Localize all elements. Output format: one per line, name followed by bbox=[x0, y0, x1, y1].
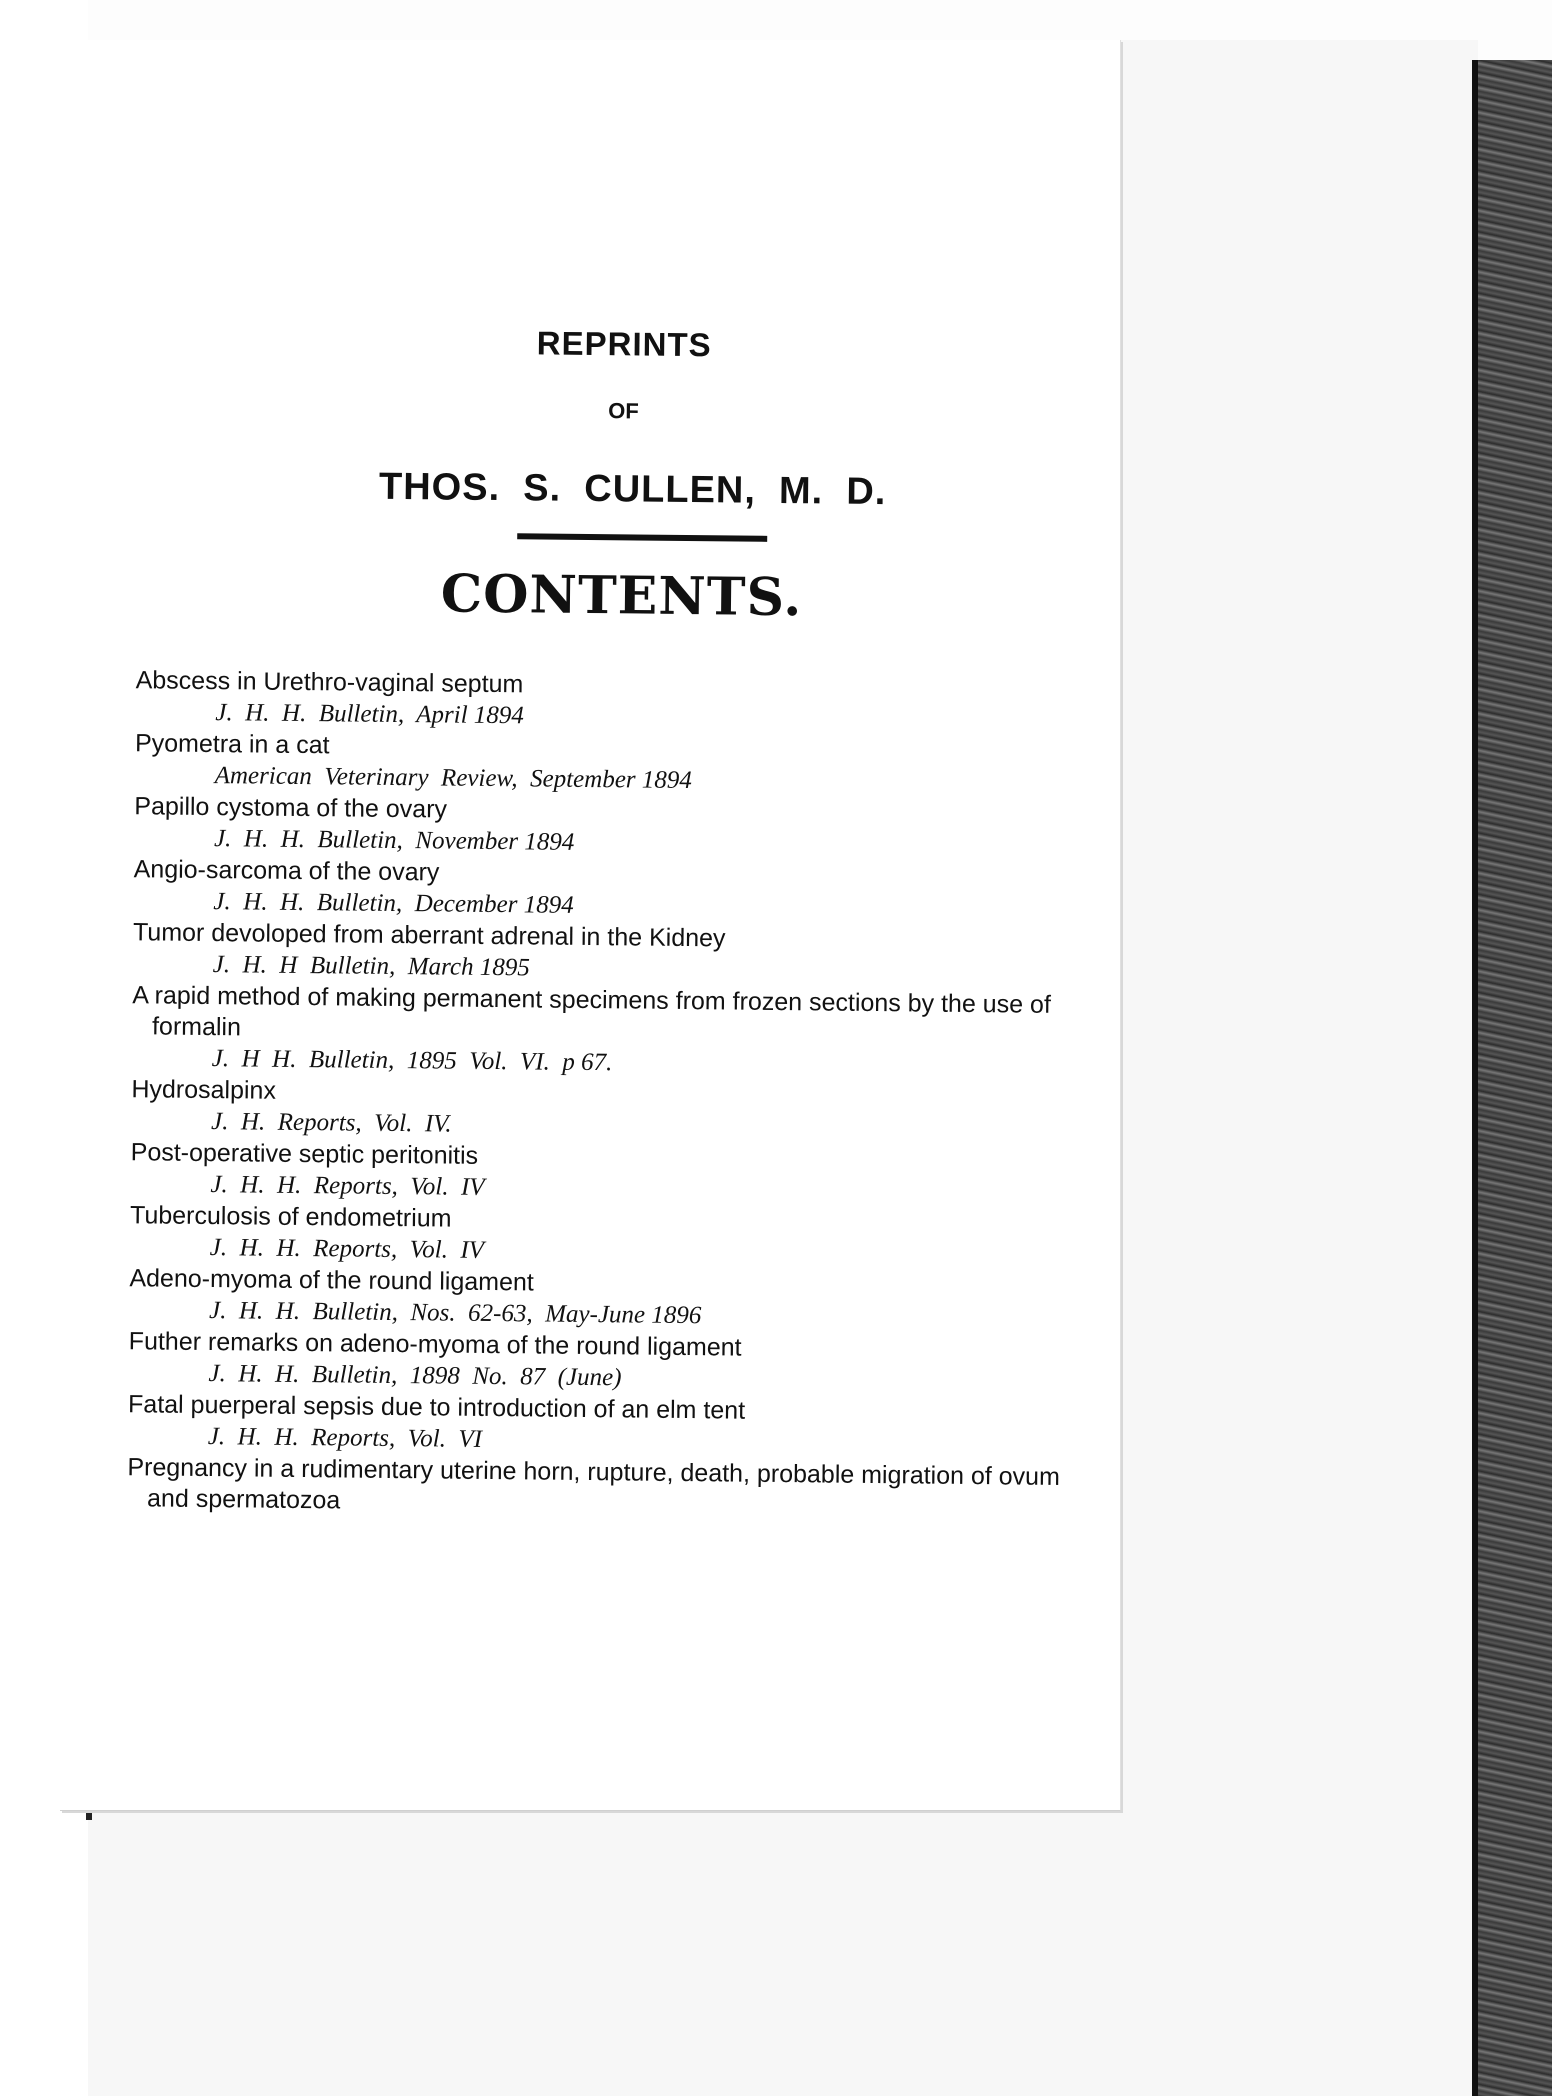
page-content bbox=[49, 34, 1127, 1815]
entry-source: American Veterinary Review, September 1894 bbox=[214, 762, 692, 795]
entry-title: Post-operative septic peritonitis bbox=[130, 1138, 479, 1170]
entry-source: J. H. H. Bulletin, December 1894 bbox=[213, 888, 574, 919]
list-item bbox=[131, 1074, 1092, 1147]
list-item bbox=[128, 1389, 1089, 1462]
entry-title: A rapid method of making permanent specimens from frozen sections by the use of formalin bbox=[132, 981, 1052, 1042]
entry-source: J. H. H. Reports, Vol. IV bbox=[209, 1234, 485, 1264]
entry-source: J. H. H. Bulletin, 1898 No. 87 (June) bbox=[208, 1360, 622, 1392]
entry-title: Tuberculosis of endometrium bbox=[129, 1201, 452, 1233]
heading-rule bbox=[517, 533, 767, 542]
list-item bbox=[129, 1263, 1090, 1336]
list-item bbox=[135, 728, 1096, 801]
list-item bbox=[133, 917, 1094, 990]
entry-title: Pregnancy in a rudimentary uterine horn, rupture, death, probable migration of ovum and spermatozoa bbox=[127, 1453, 1061, 1515]
list-item bbox=[130, 1200, 1091, 1273]
entry-title: Papillo cystoma of the ovary bbox=[134, 792, 448, 824]
list-item bbox=[132, 980, 1093, 1084]
entry-source: J. H. H. Bulletin, April 1894 bbox=[215, 699, 525, 730]
entry-title: Abscess in Urethro-vaginal septum bbox=[135, 666, 524, 699]
entry-title: Futher remarks on adeno-myoma of the round ligament bbox=[128, 1327, 742, 1362]
entry-source: J. H H. Bulletin, 1895 Vol. VI. p 67. bbox=[211, 1045, 613, 1077]
list-item bbox=[127, 1452, 1088, 1524]
list-item bbox=[128, 1326, 1089, 1399]
heading-author: THOS. S. CULLEN, M. D. bbox=[378, 465, 887, 514]
entry-source: J. H. H. Reports, Vol. IV bbox=[210, 1171, 485, 1201]
entry-title: Pyometra in a cat bbox=[134, 729, 330, 760]
heading-contents: CONTENTS. bbox=[440, 563, 803, 629]
entry-title: Angio-sarcoma of the ovary bbox=[133, 855, 440, 887]
entry-title: Tumor devoloped from aberrant adrenal in the Kidney bbox=[132, 918, 726, 953]
entry-source: J. H. H. Bulletin, November 1894 bbox=[213, 825, 575, 856]
entry-source: J. H. H. Reports, Vol. VI bbox=[207, 1423, 483, 1453]
entry-title: Hydrosalpinx bbox=[131, 1075, 277, 1105]
list-item bbox=[130, 1137, 1091, 1210]
entry-source: J. H. Reports, Vol. IV. bbox=[210, 1108, 452, 1138]
marbled-cover-edge bbox=[1472, 60, 1552, 2096]
cover-edge-shadow bbox=[1472, 60, 1478, 2096]
heading-reprints: REPRINTS bbox=[536, 324, 712, 364]
entry-title: Adeno-myoma of the round ligament bbox=[129, 1264, 534, 1297]
list-item bbox=[133, 854, 1094, 927]
list-item bbox=[134, 791, 1095, 864]
entry-source: J. H. H. Bulletin, Nos. 62-63, May-June 1896 bbox=[208, 1297, 702, 1330]
entry-title: Fatal puerperal sepsis due to introduction of an elm tent bbox=[127, 1390, 746, 1425]
list-item bbox=[135, 665, 1096, 738]
contents-list bbox=[127, 665, 1096, 1524]
entry-source: J. H. H Bulletin, March 1895 bbox=[212, 951, 530, 982]
contents-page bbox=[60, 40, 1121, 1811]
heading-of: OF bbox=[608, 398, 639, 424]
